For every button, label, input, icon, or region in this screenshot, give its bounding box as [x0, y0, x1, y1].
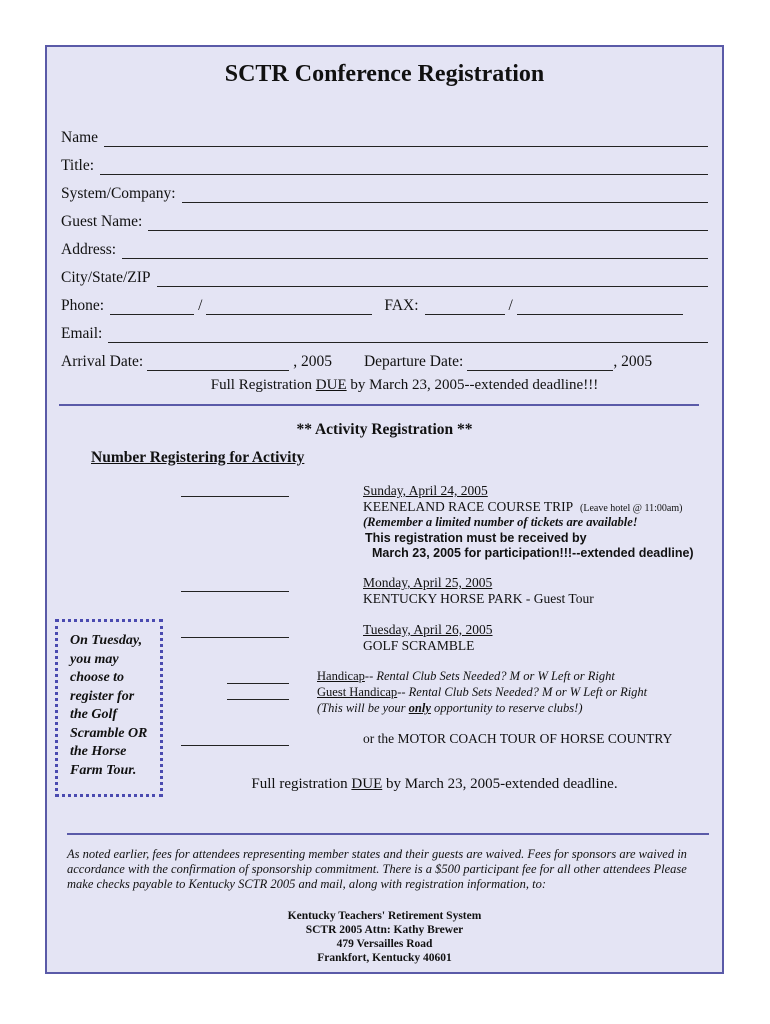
- city-label: City/State/ZIP: [61, 269, 151, 286]
- name-field[interactable]: [61, 125, 708, 147]
- reserve-only: only: [408, 701, 431, 715]
- name-line[interactable]: [104, 130, 708, 147]
- sunday-event-time: (Leave hotel @ 11:00am): [580, 503, 683, 514]
- registration-due-line-2: [147, 776, 722, 793]
- company-label: System/Company:: [61, 185, 176, 202]
- guest-name-line[interactable]: [148, 214, 708, 231]
- reserve-post: opportunity to reserve clubs!): [430, 701, 583, 715]
- city-field[interactable]: [61, 265, 708, 287]
- address-line-1: Kentucky Teachers' Retirement System: [287, 910, 482, 922]
- address-line-4: Frankfort, Kentucky 40601: [317, 952, 452, 964]
- due2-suffix: by March 23, 2005-extended deadline.: [385, 776, 618, 792]
- fees-note: As noted earlier, fees for attendees representing member states and their guests are waived. Fees for sponsors are waived in accordance with the confirmation of sponsorship commitment. There is a $500 participant fee for all other attendees Please make checks payable to Kentucky SCTR 2005 and mail, along with registration information, to:: [67, 847, 687, 891]
- title-label: Title:: [61, 157, 95, 174]
- number-registering-heading: Number Registering for Activity: [91, 449, 305, 466]
- sunday-date: Sunday, April 24, 2005: [363, 483, 488, 498]
- sunday-deadline-1: This registration must be received by: [365, 531, 587, 545]
- guest-handicap-line: [317, 685, 647, 700]
- form-title: SCTR Conference Registration: [224, 61, 545, 87]
- handicap-line: [317, 669, 615, 684]
- city-line[interactable]: [157, 270, 708, 287]
- address-label: Address:: [61, 241, 117, 258]
- box-line: On Tuesday,: [70, 633, 143, 648]
- handicap-text: -- Rental Club Sets Needed? M or W Left or Right: [364, 669, 615, 683]
- tuesday-choice-box: [55, 619, 163, 797]
- tuesday-count-line[interactable]: [181, 637, 289, 638]
- handicap-label: Handicap: [317, 669, 365, 683]
- due1-prefix: Full Registration: [210, 377, 313, 393]
- activity-heading: ** Activity Registration **: [296, 421, 473, 438]
- box-line: the Horse: [70, 744, 127, 759]
- email-line[interactable]: [108, 326, 708, 343]
- box-line: Farm Tour.: [70, 762, 137, 778]
- tuesday-event: GOLF SCRAMBLE: [363, 638, 475, 653]
- sunday-ticket-note: (Remember a limited number of tickets are available!: [363, 515, 638, 529]
- arrival-label: Arrival Date:: [61, 353, 144, 370]
- departure-line[interactable]: [467, 354, 613, 371]
- phone-label: Phone:: [61, 297, 105, 314]
- box-line: choose to: [70, 670, 125, 685]
- monday-event: [363, 591, 594, 607]
- guest-handicap-text: -- Rental Club Sets Needed? M or W Left or Right: [397, 685, 648, 699]
- phone-slash: /: [198, 297, 203, 314]
- company-line[interactable]: [182, 186, 708, 203]
- motor-name: MOTOR COACH TOUR OF HORSE COUNTRY: [397, 731, 673, 746]
- monday-event-suffix: - Guest Tour: [525, 591, 594, 606]
- address-field[interactable]: [61, 237, 708, 259]
- phone-fax-field[interactable]: [61, 293, 708, 315]
- due1-suffix: by March 23, 2005--extended deadline!!!: [350, 377, 599, 393]
- dates-field[interactable]: [61, 349, 708, 371]
- phone-area-line[interactable]: [110, 298, 194, 315]
- sunday-event: [363, 499, 682, 515]
- monday-event-name: KENTUCKY HORSE PARK: [363, 591, 523, 606]
- phone-number-line[interactable]: [206, 298, 372, 315]
- reserve-pre: (This will be your: [317, 701, 409, 715]
- divider-top: [59, 404, 699, 406]
- guest-handicap-label: Guest Handicap: [317, 685, 398, 699]
- monday-date: Monday, April 25, 2005: [363, 575, 493, 590]
- company-field[interactable]: [61, 181, 708, 203]
- divider-bottom: [67, 833, 709, 835]
- box-line: you may: [70, 651, 119, 667]
- address-line-2: SCTR 2005 Attn: Kathy Brewer: [305, 924, 464, 936]
- due2-prefix: Full registration: [251, 776, 348, 792]
- box-line: register for: [70, 688, 135, 704]
- sunday-count-line[interactable]: [181, 496, 289, 497]
- guest-handicap-count-line[interactable]: [227, 699, 289, 700]
- title-field[interactable]: [61, 153, 708, 175]
- guest-name-label: Guest Name:: [61, 213, 143, 230]
- arrival-year: , 2005: [293, 353, 332, 370]
- motor-coach-count-line[interactable]: [181, 745, 289, 746]
- due1-due: DUE: [315, 377, 347, 393]
- motor-coach-event: [363, 731, 672, 747]
- departure-label: Departure Date:: [363, 353, 464, 370]
- due2-due: DUE: [351, 776, 383, 792]
- reserve-clubs-note: [317, 701, 583, 716]
- address-line-3: 479 Versailles Road: [336, 938, 433, 950]
- fax-label: FAX:: [384, 297, 419, 314]
- title-line[interactable]: [100, 158, 708, 175]
- fax-slash: /: [508, 297, 513, 314]
- fax-number-line[interactable]: [517, 298, 683, 315]
- address-line[interactable]: [122, 242, 708, 259]
- mailing-address: [47, 909, 722, 965]
- fax-area-line[interactable]: [425, 298, 505, 315]
- registration-due-line: [87, 377, 722, 394]
- tuesday-date: Tuesday, April 26, 2005: [363, 622, 493, 637]
- arrival-line[interactable]: [147, 354, 289, 371]
- motor-pre: or the: [363, 731, 398, 746]
- handicap-count-line[interactable]: [227, 683, 289, 684]
- sunday-deadline-2: March 23, 2005 for participation!!!--extended deadline): [372, 546, 694, 560]
- monday-count-line[interactable]: [181, 591, 289, 592]
- departure-year: , 2005: [613, 353, 653, 370]
- sunday-event-name: KEENELAND RACE COURSE TRIP: [363, 499, 573, 514]
- email-label: Email:: [61, 325, 103, 342]
- email-field[interactable]: [61, 321, 708, 343]
- guest-name-field[interactable]: [61, 209, 708, 231]
- box-line: Scramble OR: [70, 725, 148, 741]
- registration-form: [45, 45, 724, 974]
- box-line: the Golf: [70, 707, 118, 722]
- name-label: Name: [61, 129, 99, 146]
